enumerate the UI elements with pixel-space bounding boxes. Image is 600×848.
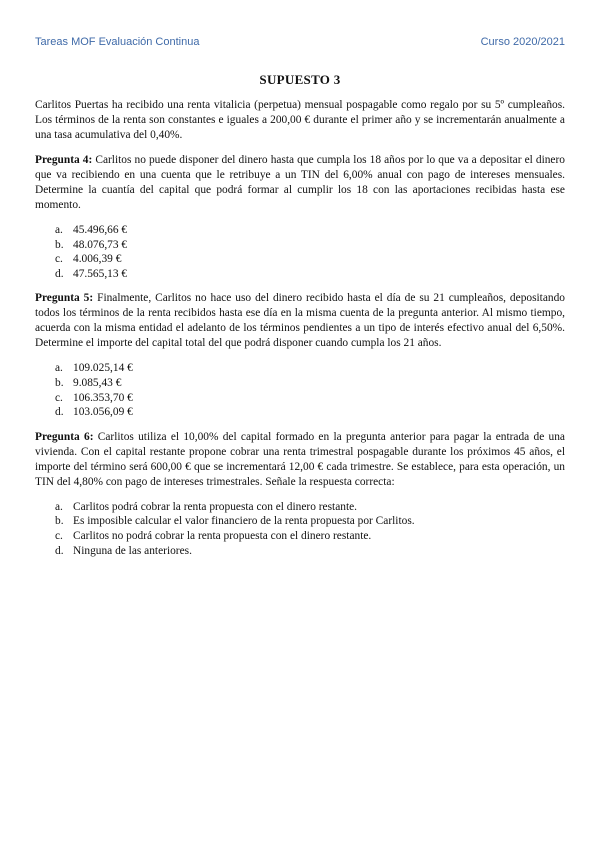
option-text: 4.006,39 € [73, 253, 122, 266]
option-text: Ninguna de las anteriores. [73, 544, 192, 557]
option-letter: d. [55, 267, 64, 280]
option-letter: d. [55, 406, 64, 419]
option-letter: b. [55, 515, 64, 528]
option-letter: a. [55, 224, 63, 236]
section-title: SUPUESTO 3 [259, 72, 341, 87]
question-body: Carlitos no puede disponer del dinero hasta que cumpla los 18 años por lo que va a depositar el dinero que va recibiendo en una cuenta que le retribuye a un TIN del 6,00% anual con pago de intereses mensuales. Determine la cuantía del capital que podrá formar al cumplir los 18 con las aportaciones recibidas hasta ese momento. [35, 154, 565, 211]
option-b [55, 514, 565, 529]
option-text: 103.056,09 € [73, 406, 133, 419]
question-label: Pregunta 5: [35, 292, 94, 305]
option-a [55, 500, 565, 515]
question-label: Pregunta 4: [35, 154, 93, 166]
option-a [55, 223, 565, 238]
option-b [55, 238, 565, 253]
header-academic-year: Curso 2020/2021 [480, 36, 565, 48]
option-text: Carlitos no podrá cobrar la renta propuesta con el dinero restante. [73, 529, 372, 542]
option-letter: c. [55, 529, 63, 542]
question-6 [35, 430, 565, 558]
option-c [55, 252, 565, 267]
question-body: Carlitos utiliza el 10,00% del capital formado en la pregunta anterior para pagar la entrada de una vivienda. Con el capital restante propone cobrar una renta trimestral pospagable durante los próximos 45 años, el importe del término será 600,00 € que se incrementará 12,00 € cada trimestre. Se establece, para esta operación, un TIN del 4,80% con pago de intereses trimestrales. Señale la respuesta correcta: [35, 430, 565, 488]
option-text: 45.496,66 € [73, 224, 128, 236]
option-text: Carlitos podrá cobrar la renta propuesta con el dinero restante. [73, 500, 358, 513]
option-letter: b. [55, 238, 64, 251]
option-letter: b. [55, 376, 64, 389]
question-5 [35, 291, 565, 419]
question-label: Pregunta 6: [35, 430, 94, 443]
option-list [55, 361, 565, 419]
option-letter: c. [55, 391, 63, 404]
option-c [55, 391, 565, 406]
question-text [35, 153, 565, 213]
option-letter: c. [55, 253, 63, 266]
option-text: 47.565,13 € [73, 267, 128, 280]
option-text: 9.085,43 € [73, 376, 122, 389]
header-course-title: Tareas MOF Evaluación Continua [35, 36, 200, 48]
option-letter: a. [55, 500, 63, 513]
option-text: 48.076,73 € [73, 238, 128, 251]
intro-paragraph: Carlitos Puertas ha recibido una renta vitalicia (perpetua) mensual pospagable como regalo por su 5º cumpleaños. Los términos de la renta son constantes e iguales a 200,00 € durante el primer año y se incrementarán anualmente a una tasa acumulativa del 0,40%. [35, 99, 565, 141]
option-d [55, 544, 565, 559]
option-letter: d. [55, 544, 64, 557]
option-b [55, 376, 565, 391]
question-text [35, 291, 565, 351]
option-d [55, 405, 565, 420]
page-header [35, 36, 565, 48]
option-list [55, 223, 565, 281]
option-letter: a. [55, 362, 63, 375]
option-a [55, 361, 565, 376]
question-text [35, 430, 565, 490]
option-c [55, 529, 565, 544]
option-text: 109.025,14 € [73, 362, 133, 375]
option-text: Es imposible calcular el valor financiero de la renta propuesta por Carlitos. [73, 515, 415, 528]
document-body [35, 72, 565, 568]
option-d [55, 267, 565, 282]
option-text: 106.353,70 € [73, 391, 133, 404]
question-4 [35, 153, 565, 281]
question-body: Finalmente, Carlitos no hace uso del dinero recibido hasta el día de su 21 cumpleaños, depositando todos los términos de la renta recibidos hasta ese día en la misma cuenta de la pregunta anterior. Al mismo tiempo, acuerda con la misma entidad el adelanto de los términos pendientes a un tipo de interés efectivo anual del 6,50%. Determine el importe del capital total del que podrá disponer cuando cumpla los 21 años. [35, 292, 565, 350]
option-list [55, 500, 565, 558]
